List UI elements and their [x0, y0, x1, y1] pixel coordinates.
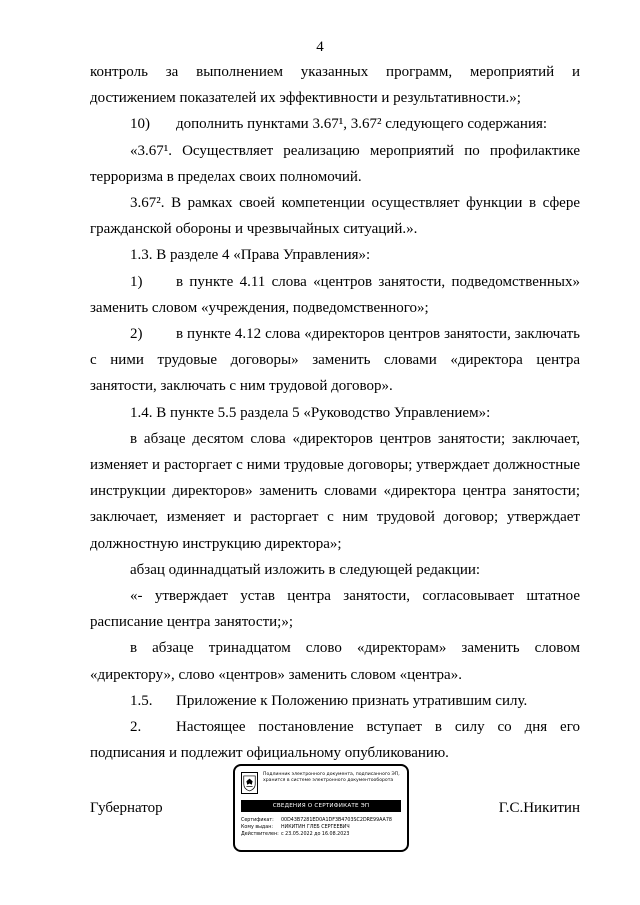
validity-value: с 23.05.2022 до 16.08.2023 — [281, 832, 350, 837]
paragraph-12 — [90, 688, 580, 714]
paragraph-12-number: 1.5. — [130, 692, 153, 709]
stamp-details — [241, 817, 392, 838]
page-number: 4 — [316, 39, 324, 55]
certificate-row — [241, 817, 392, 824]
validity-row — [241, 831, 392, 838]
paragraph-5 — [90, 269, 580, 321]
coat-of-arms-icon — [241, 772, 258, 794]
paragraph-9: абзац одиннадцатый изложить в следующей редакции: — [130, 561, 481, 578]
paragraph-3: 3.67². В рамках своей компетенции осуществляет функции в сфере гражданской обороны и чрезвычайных ситуаций.». — [90, 195, 580, 238]
paragraph-12-text: Приложение к Положению признать утратившим силу. — [176, 692, 528, 709]
paragraph-6-number: 2) — [130, 326, 143, 343]
paragraph-5-text: в пункте 4.11 слова «центров занятости, подведомственных» заменить словом «учреждения, подведомственного»; — [90, 273, 580, 316]
paragraph-11: в абзаце тринадцатом слово «директорам» заменить словом «директору», слово «центров» заменить словом «центра». — [90, 640, 580, 683]
paragraph-0: контроль за выполнением указанных программ, мероприятий и достижением показателей их эффективности и результативности.»; — [90, 64, 580, 107]
owner-row — [241, 824, 392, 831]
paragraph-13-text: Настоящее постановление вступает в силу со дня его подписания и подлежит официальному опубликованию. — [90, 719, 580, 762]
signatory-name: Г.С.Никитин — [498, 800, 580, 816]
paragraph-8: в абзаце десятом слова «директоров центров занятости; заключает, изменяет и расторгает с ними трудовые договоры; утверждает должностные инструкции директоров» заменить словами «директора центра занятости; заключает, изменяет и расторгает с ним трудовой договор; утверждает должностную инструкцию директора»; — [90, 430, 580, 552]
certificate-label: Сертификат: — [241, 818, 274, 823]
paragraph-7: 1.4. В пункте 5.5 раздела 5 «Руководство Управлением»: — [130, 404, 491, 421]
paragraph-2: «3.67¹. Осуществляет реализацию мероприятий по профилактике терроризма в пределах своих полномочий. — [90, 142, 580, 185]
paragraph-4: 1.3. В разделе 4 «Права Управления»: — [130, 247, 371, 264]
owner-label: Кому выдан: — [241, 825, 273, 830]
certificate-value: 00D43B7281ED0A1DF3B4703SC2DRE99AA78 — [281, 818, 392, 823]
paragraph-10: «- утверждает устав центра занятости, согласовывает штатное расписание центра занятости;»; — [90, 588, 580, 631]
paragraph-1-text: дополнить пунктами 3.67¹, 3.67² следующего содержания: — [176, 116, 548, 133]
paragraph-5-number: 1) — [130, 273, 143, 290]
validity-label: Действителен: — [241, 832, 279, 837]
paragraph-1-number: 10) — [130, 116, 150, 133]
electronic-signature-stamp — [233, 764, 409, 852]
document-body — [90, 59, 580, 766]
paragraph-13 — [90, 714, 580, 766]
paragraph-6-text: в пункте 4.12 слова «директоров центров занятости, заключать с ними трудовые договоры» заменить словами «директора центра занятости, заключать с ним трудовой договор». — [90, 326, 580, 395]
stamp-note: Подлинник электронного документа, подписанного ЭП, хранится в системе электронного документооборота — [263, 772, 400, 783]
paragraph-13-number: 2. — [130, 719, 142, 736]
paragraph-6 — [90, 321, 580, 400]
signatory-position: Губернатор — [90, 800, 163, 816]
paragraph-1 — [90, 111, 580, 137]
owner-value: НИКИТИН ГЛЕБ СЕРГЕЕВИЧ — [281, 825, 350, 830]
stamp-header: СВЕДЕНИЯ О СЕРТИФИКАТЕ ЭП — [241, 800, 401, 812]
